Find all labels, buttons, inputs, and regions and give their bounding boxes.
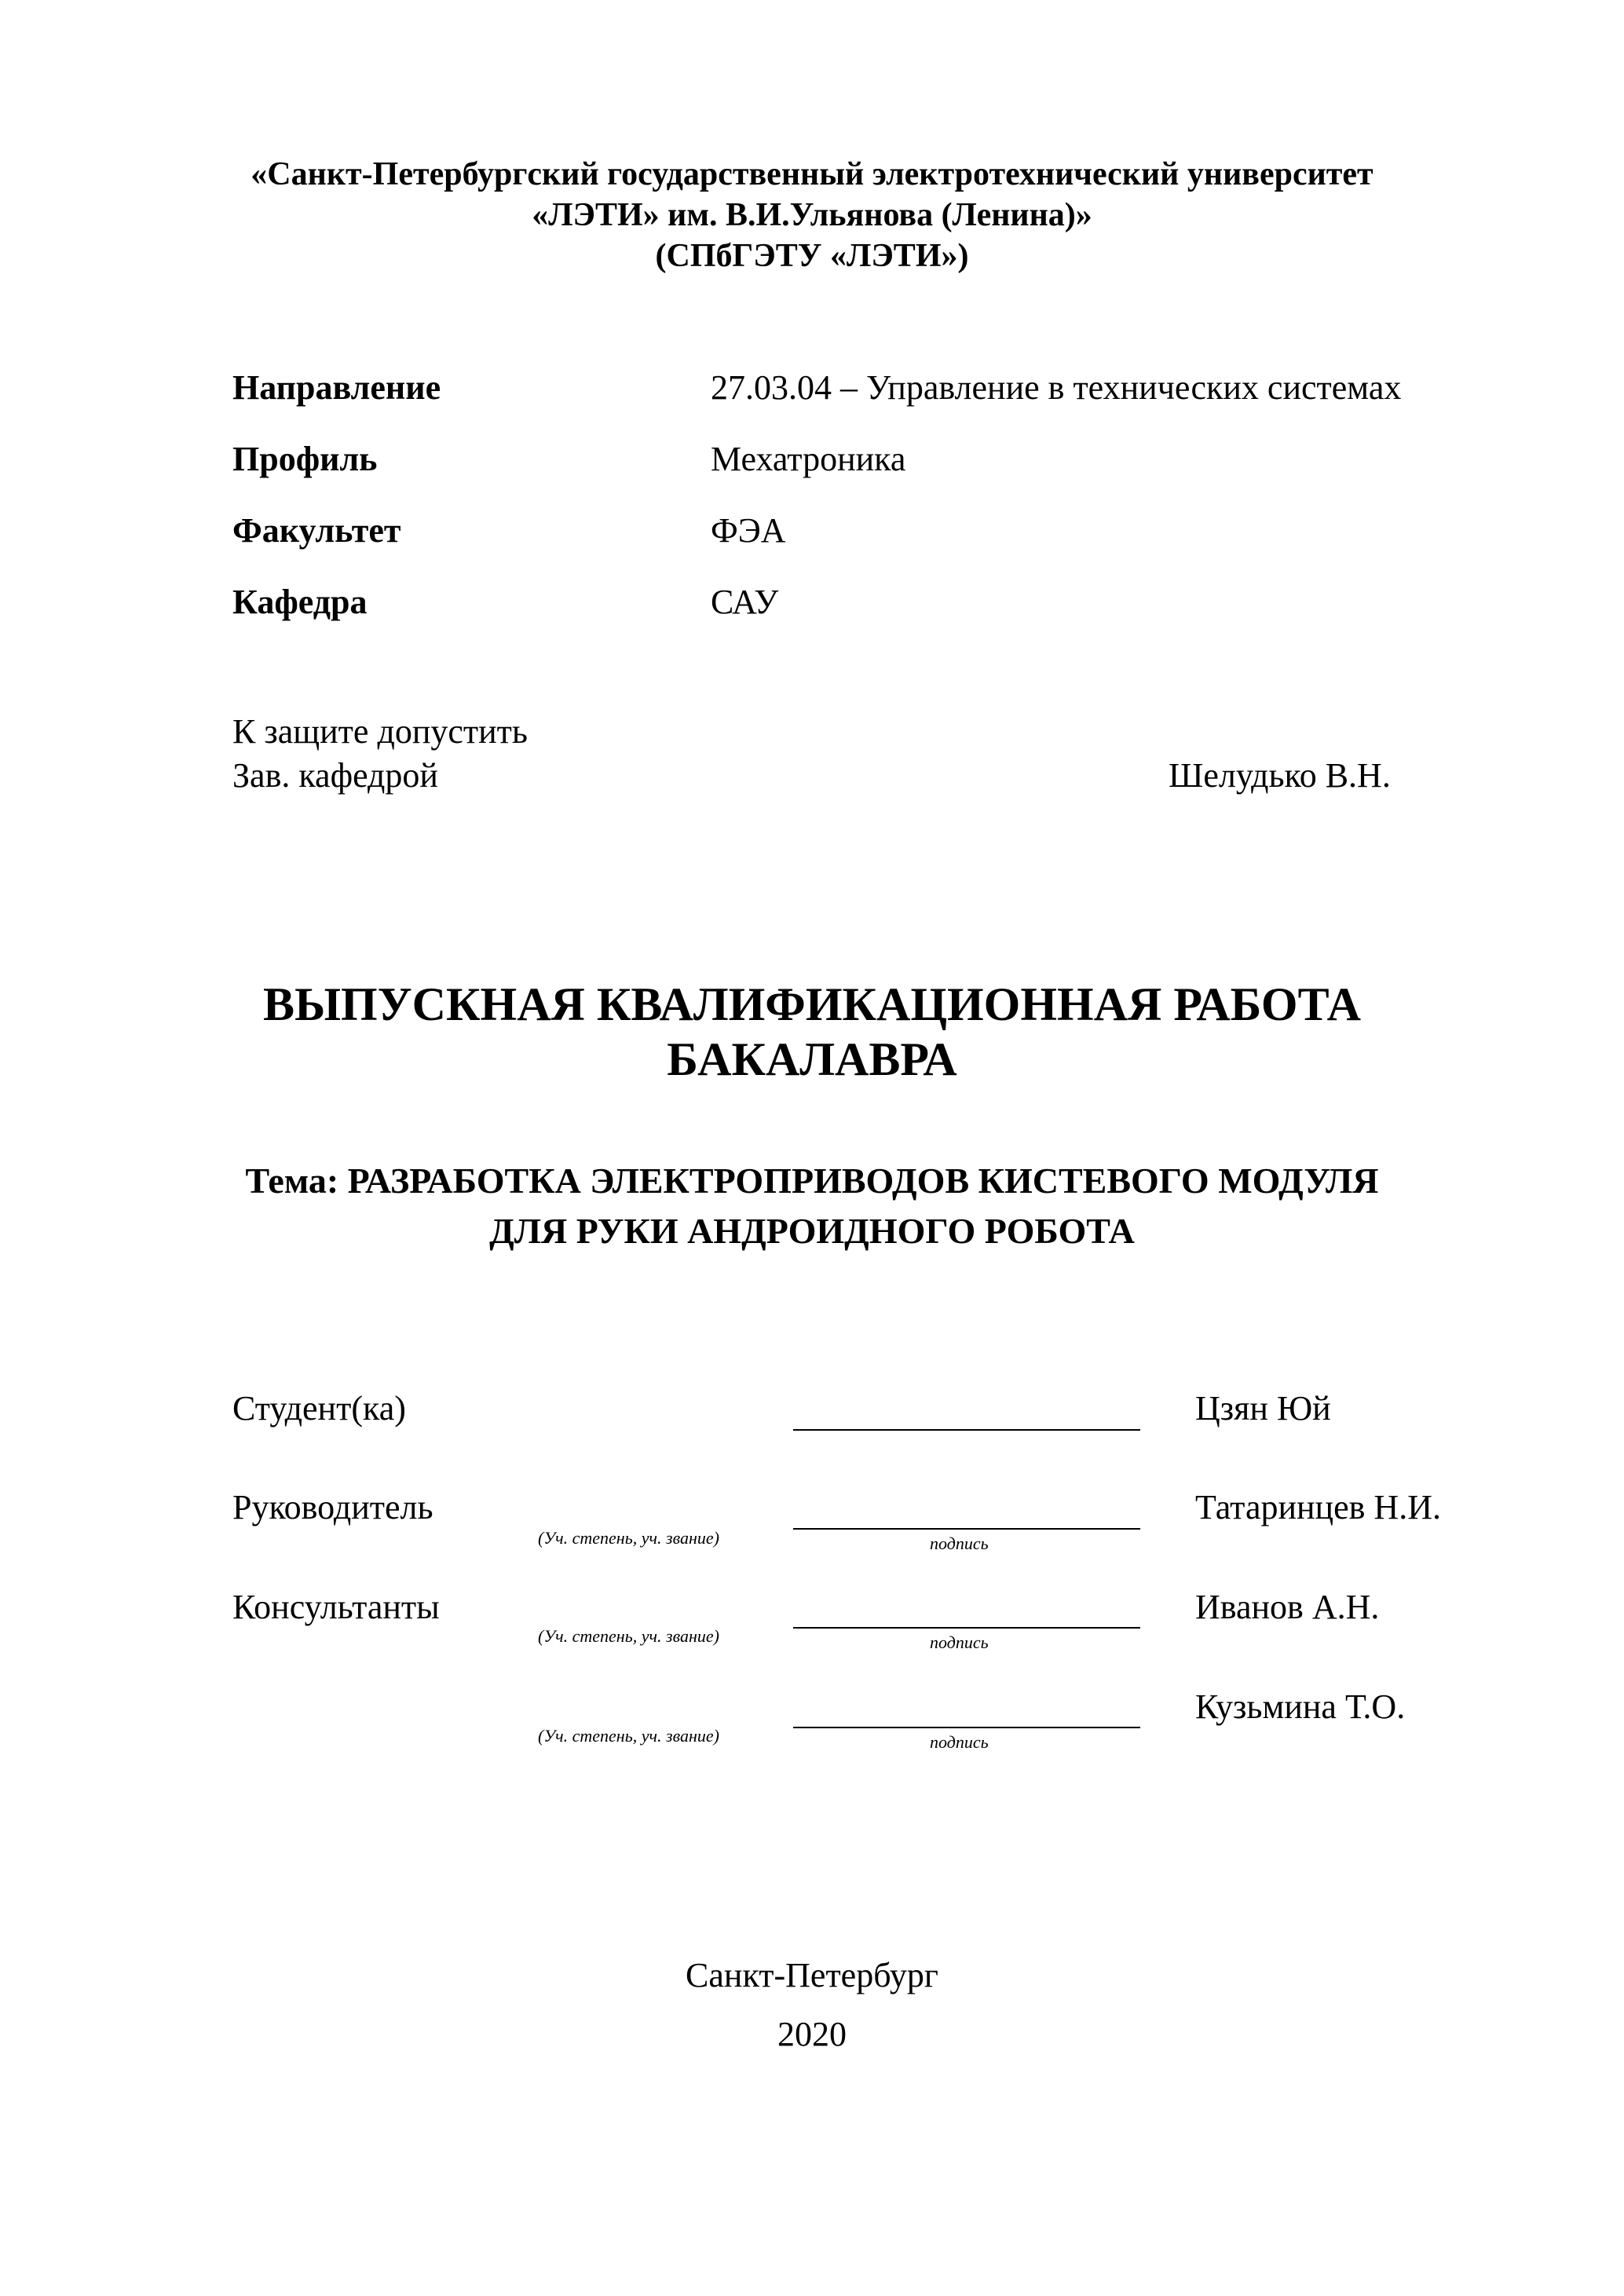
consultants-label: Консультанты xyxy=(232,1588,440,1626)
university-abbreviation: (СПбГЭТУ «ЛЭТИ») xyxy=(655,238,969,274)
supervisor-signature-hint: подпись xyxy=(930,1534,989,1553)
head-of-department-name: Шелудько В.Н. xyxy=(1169,756,1391,795)
document-title-line1: ВЫПУСКНАЯ КВАЛИФИКАЦИОННАЯ РАБОТА xyxy=(263,978,1361,1030)
topic-line1: Тема: РАЗРАБОТКА ЭЛЕКТРОПРИВОДОВ КИСТЕВОГО МОДУЛЯ xyxy=(245,1161,1379,1201)
consultant2-signature-line xyxy=(793,1727,1140,1728)
consultant1-signature-line xyxy=(793,1627,1140,1629)
footer-year: 2020 xyxy=(777,2015,847,2053)
direction-label: Направление xyxy=(232,368,441,407)
approval-line1: К защите допустить xyxy=(232,712,528,751)
supervisor-degree-hint: (Уч. степень, уч. звание) xyxy=(538,1528,719,1548)
consultant2-signature-hint: подпись xyxy=(930,1732,989,1752)
supervisor-signature-line xyxy=(793,1528,1140,1530)
student-name: Цзян Юй xyxy=(1195,1389,1331,1428)
profile-label: Профиль xyxy=(232,440,378,478)
university-name-line1: «Санкт-Петербургский государственный электротехнический университет xyxy=(251,156,1373,192)
department-label: Кафедра xyxy=(232,583,368,621)
student-label: Студент(ка) xyxy=(232,1389,406,1428)
consultant2-degree-hint: (Уч. степень, уч. звание) xyxy=(538,1726,719,1746)
supervisor-label: Руководитель xyxy=(232,1488,433,1526)
approval-line2: Зав. кафедрой xyxy=(232,756,438,795)
department-value: САУ xyxy=(711,583,779,621)
document-title-line2: БАКАЛАВРА xyxy=(667,1033,957,1085)
topic-line2: ДЛЯ РУКИ АНДРОИДНОГО РОБОТА xyxy=(489,1211,1135,1251)
supervisor-name: Татаринцев Н.И. xyxy=(1195,1488,1441,1526)
direction-value: 27.03.04 – Управление в технических системах xyxy=(711,368,1402,407)
consultant2-name: Кузьмина Т.О. xyxy=(1195,1687,1406,1726)
faculty-value: ФЭА xyxy=(711,511,786,550)
profile-value: Мехатроника xyxy=(711,440,906,478)
consultant1-degree-hint: (Уч. степень, уч. звание) xyxy=(538,1626,719,1646)
student-signature-line xyxy=(793,1429,1140,1431)
university-name-line2: «ЛЭТИ» им. В.И.Ульянова (Ленина)» xyxy=(532,197,1092,233)
consultant1-name: Иванов А.Н. xyxy=(1195,1588,1380,1626)
faculty-label: Факультет xyxy=(232,511,401,550)
footer-city: Санкт-Петербург xyxy=(686,1956,938,1994)
consultant1-signature-hint: подпись xyxy=(930,1632,989,1652)
